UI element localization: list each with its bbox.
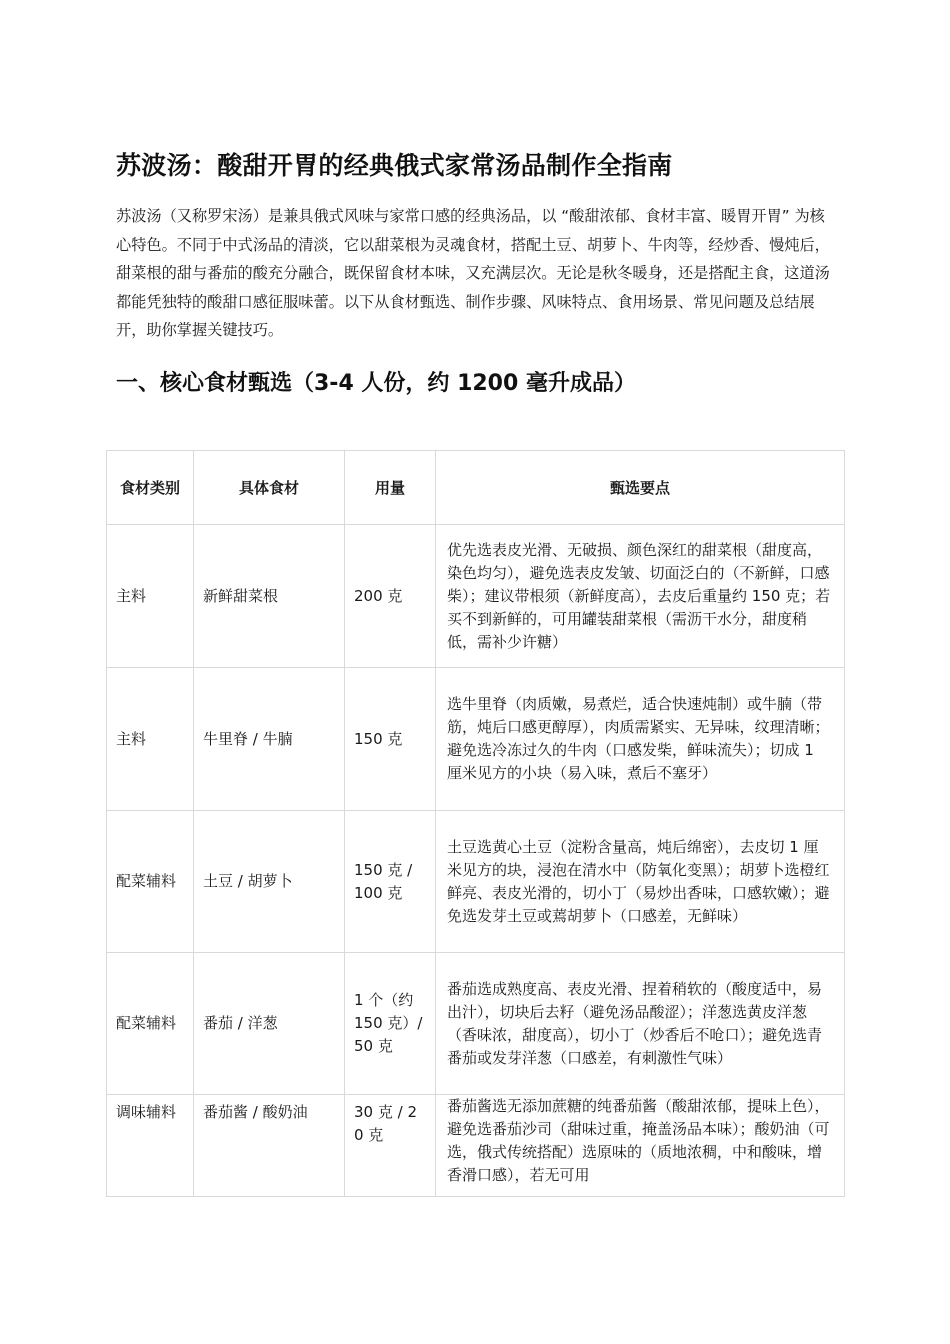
table-row (107, 668, 845, 811)
table-row (107, 953, 845, 1095)
cell-amount: 1 个（约 150 克）/50 克 (345, 953, 436, 1095)
cell-category: 配菜辅料 (107, 811, 194, 953)
cell-amount: 150 克 / 100 克 (345, 811, 436, 953)
cell-category (107, 1095, 194, 1197)
cell-tips: 土豆选黄心土豆（淀粉含量高，炖后绵密），去皮切 1 厘米见方的块，浸泡在清水中（防氧化变黑）；胡萝卜选橙红鲜亮、表皮光滑的，切小丁（易炒出香味，口感软嫩）；避免选发芽土豆或蔫胡萝卜（口感差，无鲜味） (436, 811, 845, 953)
table-row (107, 811, 845, 953)
cell-tips: 选牛里脊（肉质嫩，易煮烂，适合快速炖制）或牛腩（带筋，炖后口感更醇厚），肉质需紧实、无异味，纹理清晰；避免选冷冻过久的牛肉（口感发柴，鲜味流失）；切成 1 厘米见方的小块（易入味，煮后不塞牙） (436, 668, 845, 811)
cell-ingredient (194, 1095, 345, 1197)
cell-amount: 200 克 (345, 525, 436, 668)
section-title-ingredients: 一、核心食材甄选（3-4 人份，约 1200 毫升成品） (116, 371, 636, 396)
cell-amount (345, 1095, 436, 1197)
table-row (107, 1095, 845, 1197)
cell-category: 主料 (107, 525, 194, 668)
header-category: 食材类别 (107, 451, 194, 525)
cell-amount-text: 30 克 / 20 克 (354, 1103, 417, 1144)
header-amount: 用量 (345, 451, 436, 525)
cell-ingredient: 番茄 / 洋葱 (194, 953, 345, 1095)
table-header-row (107, 451, 845, 525)
cell-tips: 番茄选成熟度高、表皮光滑、捏着稍软的（酸度适中，易出汁），切块后去籽（避免汤品酸涩）；洋葱选黄皮洋葱（香味浓，甜度高），切小丁（炒香后不呛口）；避免选青番茄或发芽洋葱（口感差，有刺激性气味） (436, 953, 845, 1095)
cell-tips: 优先选表皮光滑、无破损、颜色深红的甜菜根（甜度高，染色均匀），避免选表皮发皱、切面泛白的（不新鲜，口感柴）；建议带根须（新鲜度高），去皮后重量约 150 克；若买不到新鲜的，可用罐装甜菜根（需沥干水分，甜度稍低，需补少许糖） (436, 525, 845, 668)
header-tips: 甄选要点 (436, 451, 845, 525)
cell-ingredient: 新鲜甜菜根 (194, 525, 345, 668)
cell-category: 配菜辅料 (107, 953, 194, 1095)
cell-tips-text: 番茄酱选无添加蔗糖的纯番茄酱（酸甜浓郁，提味上色），避免选番茄沙司（甜味过重，掩盖汤品本味）；酸奶油（可选，俄式传统搭配）选原味的（质地浓稠，中和酸味，增香滑口感），若无可用 (447, 1097, 830, 1184)
table-row (107, 525, 845, 668)
cell-category-text: 调味辅料 (116, 1103, 177, 1121)
cell-amount: 150 克 (345, 668, 436, 811)
ingredients-table (106, 450, 845, 1197)
cell-ingredient: 牛里脊 / 牛腩 (194, 668, 345, 811)
page-title: 苏波汤：酸甜开胃的经典俄式家常汤品制作全指南 (116, 151, 673, 180)
cell-ingredient-text: 番茄酱 / 酸奶油 (203, 1103, 308, 1121)
cell-tips (436, 1095, 845, 1197)
intro-paragraph: 苏波汤（又称罗宋汤）是兼具俄式风味与家常口感的经典汤品，以 “酸甜浓郁、食材丰富、暖胃开胃” 为核心特色。不同于中式汤品的清淡，它以甜菜根为灵魂食材，搭配土豆、胡萝卜、牛肉等，经炒香、慢炖后，甜菜根的甜与番茄的酸充分融合，既保留食材本味，又充满层次。无论是秋冬暖身，还是搭配主食，这道汤都能凭独特的酸甜口感征服味蕾。以下从食材甄选、制作步骤、风味特点、食用场景、常见问题及总结展开，助你掌握关键技巧。 (116, 207, 830, 340)
cell-category: 主料 (107, 668, 194, 811)
header-ingredient: 具体食材 (194, 451, 345, 525)
cell-ingredient: 土豆 / 胡萝卜 (194, 811, 345, 953)
